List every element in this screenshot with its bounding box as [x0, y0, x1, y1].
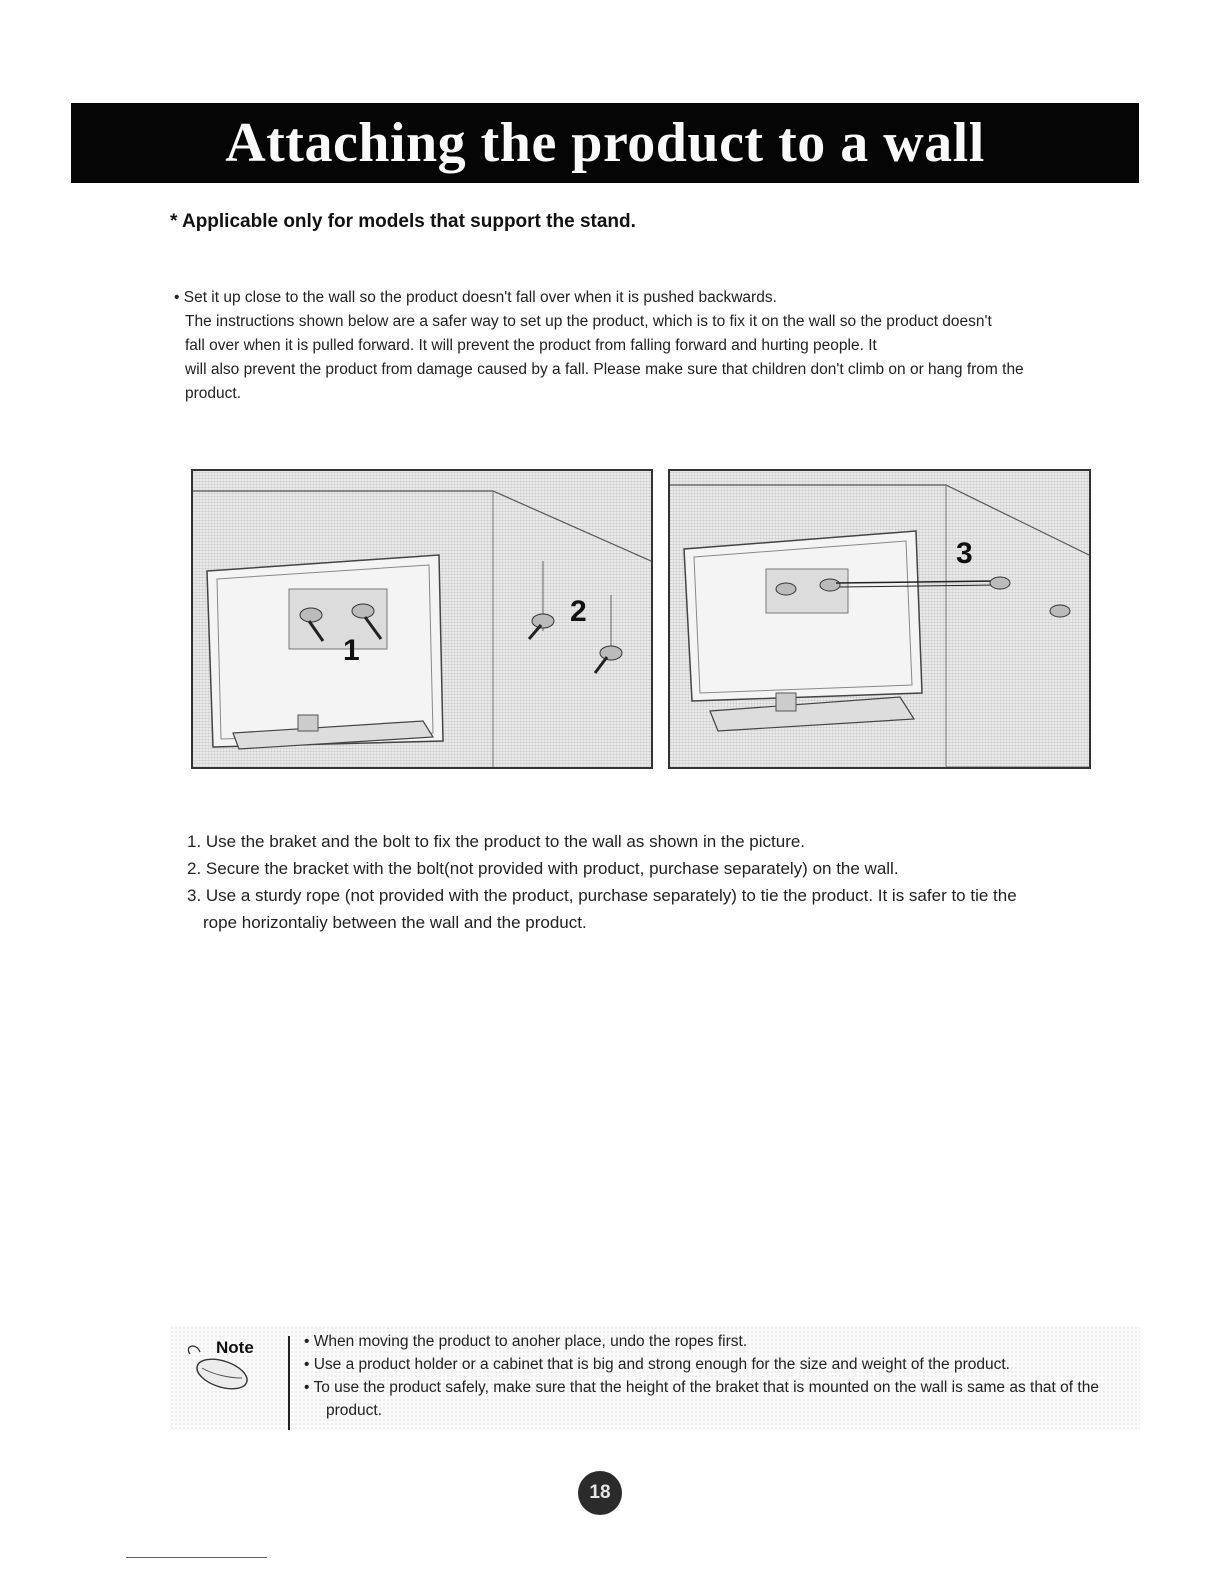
- note-line: • When moving the product to anoher place, undo the ropes first.: [304, 1333, 748, 1350]
- page-number: 18: [578, 1471, 622, 1515]
- footer-rule: [126, 1557, 267, 1558]
- note-text: [304, 1330, 1134, 1422]
- intro-line: fall over when it is pulled forward. It will prevent the product from falling forward and hurting people. It: [185, 337, 877, 354]
- step-label-3: 3: [956, 537, 973, 570]
- step-item: 3. Use a sturdy rope (not provided with the product, purchase separately) to tie the product. It is safer to tie the: [187, 886, 1017, 905]
- step-item: 1. Use the braket and the bolt to fix the product to the wall as shown in the picture.: [187, 832, 806, 851]
- note-line-continuation: product.: [326, 1402, 383, 1419]
- intro-paragraph: [174, 286, 1134, 406]
- note-box: [170, 1326, 1140, 1430]
- step-label-1: 1: [343, 634, 360, 667]
- step-item: 2. Secure the bracket with the bolt(not provided with product, purchase separately) on the wall.: [187, 859, 899, 878]
- page-title: Attaching the product to a wall: [225, 112, 985, 174]
- intro-line: product.: [185, 385, 242, 402]
- title-banner: [71, 103, 1139, 183]
- step-item-continuation: rope horizontaliy between the wall and the product.: [203, 913, 587, 932]
- illustration-rope-tie: [668, 469, 1091, 769]
- instruction-steps: [187, 828, 1137, 936]
- note-label: Note: [216, 1338, 254, 1357]
- illustration-bracket-bolts: [191, 469, 653, 769]
- note-divider: [288, 1336, 290, 1430]
- illustration-drawing: [670, 471, 1089, 767]
- intro-line: will also prevent the product from damage caused by a fall. Please make sure that children don't climb on or hang from the: [185, 361, 1024, 378]
- applicability-note: * Applicable only for models that support the stand.: [170, 211, 636, 232]
- intro-line: The instructions shown below are a safer way to set up the product, which is to fix it on the wall so the product doesn't: [185, 313, 992, 330]
- step-label-2: 2: [570, 595, 587, 628]
- note-line: • Use a product holder or a cabinet that is big and strong enough for the size and weight of the product.: [304, 1356, 1010, 1373]
- note-line: • To use the product safely, make sure that the height of the braket that is mounted on the wall is same as that of the: [304, 1379, 1099, 1396]
- intro-line: • Set it up close to the wall so the product doesn't fall over when it is pushed backwards.: [174, 289, 777, 306]
